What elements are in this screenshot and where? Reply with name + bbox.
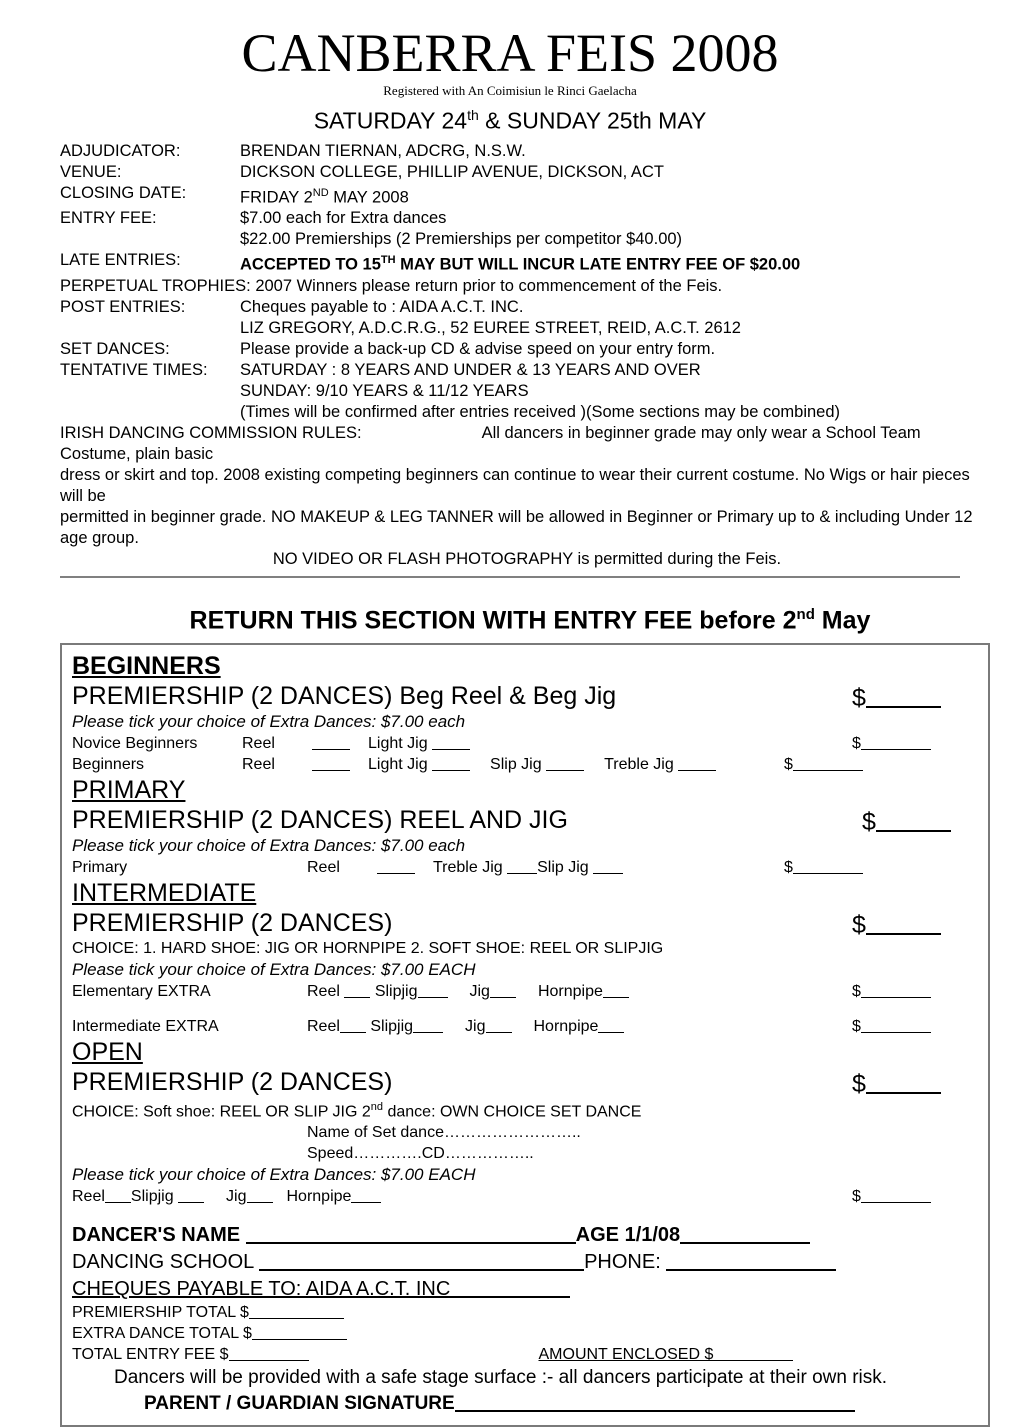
primary-section-header-row <box>72 775 988 805</box>
dance-blank-light-jig[interactable] <box>432 755 470 771</box>
set-dances-value: Please provide a back-up CD & advise speed on your entry form. <box>240 339 716 358</box>
dance-blank-reel[interactable] <box>340 1017 366 1033</box>
dance-label-light-jig: Light Jig <box>368 755 428 773</box>
intermediate-tick-note: Please tick your choice of Extra Dances: $7.00 EACH <box>72 959 476 979</box>
return-banner-post: May <box>814 605 871 634</box>
primary-extra-amount <box>784 857 863 878</box>
beginners-premiership-amount <box>852 681 941 713</box>
phone-input[interactable] <box>666 1248 836 1271</box>
dance-label-jig: Jig <box>226 1188 247 1206</box>
grade-heading-beginners: BEGINNERS <box>72 651 221 680</box>
total-entry-fee-label: TOTAL ENTRY FEE $ <box>72 1346 229 1364</box>
beginners-row-beginners <box>72 754 988 775</box>
late-pre: ACCEPTED TO 15 <box>240 255 381 274</box>
document-page <box>0 23 1020 1415</box>
dance-blank-hornpipe[interactable] <box>598 1017 624 1033</box>
info-row-adjudicator <box>60 141 994 162</box>
primary-premiership-amount <box>862 805 951 837</box>
open-section-header-row <box>72 1037 988 1067</box>
info-row-entry-fee-2 <box>60 229 994 250</box>
open-premiership-row <box>72 1067 988 1097</box>
open-set-dance-name-line[interactable]: Name of Set dance…………………….. <box>307 1124 581 1142</box>
dance-label-light-jig: Light Jig <box>368 734 428 752</box>
closing-ordinal: ND <box>312 186 329 199</box>
event-info-block <box>0 141 1020 423</box>
dance-blank-slipjig[interactable] <box>178 1187 204 1203</box>
row-spacer <box>72 1002 988 1016</box>
rules-label: IRISH DANCING COMMISSION RULES: <box>60 423 362 442</box>
extra-dance-total-label: EXTRA DANCE TOTAL $ <box>72 1325 252 1343</box>
dollar-sign: $ <box>862 807 876 836</box>
dancing-school-label: DANCING SCHOOL <box>72 1251 254 1274</box>
phone-label: PHONE: <box>584 1251 661 1274</box>
signature-label: PARENT / GUARDIAN SIGNATURE <box>144 1393 455 1415</box>
identity-spacer <box>72 1207 988 1221</box>
amount-blank[interactable] <box>866 1067 941 1094</box>
dance-blank-slipjig[interactable] <box>418 982 448 998</box>
event-dateline <box>0 101 1020 135</box>
dancing-school-input[interactable] <box>259 1248 584 1271</box>
dance-label-hornpipe: Hornpipe <box>533 1017 599 1035</box>
commission-rules-block <box>0 423 1020 570</box>
intermediate-premiership-row <box>72 908 988 938</box>
dance-blank-reel[interactable] <box>312 755 350 771</box>
info-row-late-entries <box>60 250 994 276</box>
tentative-times-sunday: SUNDAY: 9/10 YEARS & 11/12 YEARS <box>240 381 529 400</box>
total-entry-fee-input[interactable] <box>229 1345 309 1361</box>
late-post: MAY BUT WILL INCUR LATE ENTRY FEE OF $20.00 <box>395 255 801 274</box>
venue-value: DICKSON COLLEGE, PHILLIP AVENUE, DICKSON, ACT <box>240 162 664 181</box>
closing-pre: FRIDAY 2 <box>240 188 313 207</box>
closing-date-value <box>240 183 409 209</box>
entry-form-box <box>60 643 990 1427</box>
primary-tick-note: Please tick your choice of Extra Dances: $7.00 each <box>72 835 466 855</box>
beginners-section-header-row <box>72 651 988 681</box>
trophies-text: 2007 Winners please return prior to commencement of the Feis. <box>255 276 723 295</box>
open-choice-post: dance: OWN CHOICE SET DANCE <box>383 1103 642 1121</box>
primary-premiership-row <box>72 805 988 835</box>
amount-blank[interactable] <box>861 982 931 998</box>
intermediate-extra-amount <box>852 1016 931 1037</box>
dollar-sign: $ <box>852 910 866 939</box>
intermediate-section-header-row <box>72 878 988 908</box>
info-row-closing-date <box>60 183 994 209</box>
primary-row <box>72 857 988 878</box>
amount-blank[interactable] <box>876 805 951 832</box>
premiership-total-input[interactable] <box>249 1303 344 1319</box>
intermediate-premiership-label: PREMIERSHIP (2 DANCES) <box>72 908 393 937</box>
safety-notice: Dancers will be provided with a safe stage surface :- all dancers participate at their own risk. <box>114 1367 888 1389</box>
open-premiership-amount <box>852 1067 941 1099</box>
dancing-school-row <box>72 1248 988 1275</box>
age-label: AGE 1/1/08 <box>575 1224 681 1247</box>
amount-blank[interactable] <box>866 908 941 935</box>
tentative-times-note: (Times will be confirmed after entries received )(Some sections may be combined) <box>240 402 841 421</box>
dollar-sign: $ <box>852 1017 861 1035</box>
dance-label-reel: Reel <box>307 1017 340 1035</box>
amount-blank[interactable] <box>793 858 863 874</box>
rules-line-1 <box>60 423 994 465</box>
dance-label-hornpipe: Hornpipe <box>286 1188 352 1206</box>
extra-dance-total-row <box>72 1323 988 1344</box>
elementary-extra-row <box>72 981 988 1002</box>
dance-label-jig: Jig <box>465 1017 486 1035</box>
primary-premiership-label: PREMIERSHIP (2 DANCES) REEL AND JIG <box>72 805 568 834</box>
dance-blank-slip-jig[interactable] <box>546 755 584 771</box>
age-input[interactable] <box>680 1221 810 1244</box>
cheques-blank[interactable] <box>450 1275 570 1298</box>
intermediate-premiership-amount <box>852 908 941 940</box>
dancer-name-row <box>72 1221 988 1248</box>
amount-enclosed-label: AMOUNT ENCLOSED $ <box>538 1346 714 1364</box>
dance-blank-jig[interactable] <box>247 1187 273 1203</box>
signature-input[interactable] <box>455 1390 855 1412</box>
premiership-total-label: PREMIERSHIP TOTAL $ <box>72 1304 249 1322</box>
rules-text-1: All dancers in beginner grade may only wear a School Team Costume, plain basic <box>60 423 921 463</box>
info-row-set-dances <box>60 339 994 360</box>
dollar-sign: $ <box>784 858 793 876</box>
info-row-venue <box>60 162 994 183</box>
extra-dance-total-input[interactable] <box>252 1324 347 1340</box>
dollar-sign: $ <box>852 734 861 752</box>
dance-label-slipjig: Slipjig <box>130 1188 174 1206</box>
adjudicator-value: BRENDAN TIERNAN, ADCRG, N.S.W. <box>240 141 526 160</box>
post-entries-address: LIZ GREGORY, A.D.C.R.G., 52 EUREE STREET, REID, A.C.T. 2612 <box>240 318 741 337</box>
closing-post: MAY 2008 <box>328 188 409 207</box>
info-row-times-note <box>60 402 994 423</box>
amount-enclosed-input[interactable] <box>713 1345 793 1361</box>
dance-blank-reel[interactable] <box>344 982 370 998</box>
dance-blank-treble-jig[interactable] <box>507 858 537 874</box>
dance-blank-slip-jig[interactable] <box>593 858 623 874</box>
info-row-trophies <box>60 276 994 297</box>
return-banner-ordinal: nd <box>796 605 815 623</box>
entry-fee-label: ENTRY FEE: <box>60 209 157 228</box>
open-speed-cd-line[interactable]: Speed………….CD…………….. <box>307 1145 534 1163</box>
closing-date-label: CLOSING DATE: <box>60 183 187 202</box>
open-extra-amount <box>852 1186 931 1207</box>
dance-label-slip-jig: Slip Jig <box>537 858 589 876</box>
amount-blank[interactable] <box>861 1017 931 1033</box>
info-row-post-entries-2 <box>60 318 994 339</box>
dateline-post: & SUNDAY 25th MAY <box>478 107 707 134</box>
dance-blank-jig[interactable] <box>486 1017 512 1033</box>
dance-blank-slipjig[interactable] <box>413 1017 443 1033</box>
intermediate-extra-row <box>72 1016 988 1037</box>
beginners-extra-amount <box>784 754 863 775</box>
dollar-sign: $ <box>852 683 866 712</box>
dance-label-slipjig: Slipjig <box>370 1017 414 1035</box>
dance-blank-reel[interactable] <box>105 1187 131 1203</box>
post-entries-label: POST ENTRIES: <box>60 297 186 316</box>
amount-blank[interactable] <box>793 755 863 771</box>
grade-heading-intermediate: INTERMEDIATE <box>72 878 257 907</box>
beginners-tick-note: Please tick your choice of Extra Dances: $7.00 each <box>72 711 466 731</box>
total-entry-fee-row <box>72 1344 988 1365</box>
beginners-premiership-row <box>72 681 988 711</box>
signature-row <box>72 1390 988 1417</box>
dance-label-reel: Reel <box>307 982 340 1000</box>
dollar-sign: $ <box>852 982 861 1000</box>
novice-beginners-amount <box>852 733 931 754</box>
row-label-elementary-extra: Elementary EXTRA <box>72 982 211 1000</box>
amount-blank[interactable] <box>861 734 931 750</box>
entry-fee-value-2: $22.00 Premierships (2 Premierships per competitor $40.00) <box>240 230 683 249</box>
dance-blank-hornpipe[interactable] <box>603 982 629 998</box>
dance-label-treble-jig: Treble Jig <box>604 755 674 773</box>
row-label-primary: Primary <box>72 858 128 876</box>
dollar-sign: $ <box>852 1069 866 1098</box>
tentative-times-saturday: SATURDAY : 8 YEARS AND UNDER & 13 YEARS AND OVER <box>240 360 701 379</box>
dancer-name-label: DANCER'S NAME <box>72 1224 241 1247</box>
tentative-times-label: TENTATIVE TIMES: <box>60 360 208 379</box>
beginners-premiership-label: PREMIERSHIP (2 DANCES) Beg Reel & Beg Jig <box>72 681 617 710</box>
dollar-sign: $ <box>784 755 793 773</box>
dance-label-slipjig: Slipjig <box>374 982 418 1000</box>
registered-subtitle: Registered with An Coimisiun le Rinci Gaelacha <box>383 83 637 98</box>
entry-fee-value: $7.00 each for Extra dances <box>240 209 447 228</box>
dance-label-reel: Reel <box>307 858 340 876</box>
dance-label-reel: Reel <box>72 1188 105 1206</box>
info-row-tentative-times <box>60 360 994 381</box>
dance-label-treble-jig: Treble Jig <box>433 858 503 876</box>
grade-heading-primary: PRIMARY <box>72 775 186 804</box>
page-title: CANBERRA FEIS 2008 <box>241 23 779 83</box>
dance-label-reel: Reel <box>242 734 275 752</box>
info-row-entry-fee <box>60 208 994 229</box>
return-section-banner <box>0 600 1020 635</box>
post-entries-value: Cheques payable to : AIDA A.C.T. INC. <box>240 297 524 316</box>
grade-heading-open: OPEN <box>72 1037 143 1066</box>
cheques-payable-label: CHEQUES PAYABLE TO: AIDA A.C.T. INC <box>72 1278 451 1301</box>
row-label-intermediate-extra: Intermediate EXTRA <box>72 1017 219 1035</box>
trophies-label: PERPETUAL TROPHIES: <box>60 276 251 295</box>
cheques-payable-row <box>72 1275 988 1302</box>
late-entries-value <box>240 250 800 276</box>
dance-blank-reel[interactable] <box>377 858 415 874</box>
dance-blank-light-jig[interactable] <box>432 734 470 750</box>
dance-blank-jig[interactable] <box>490 982 516 998</box>
dance-label-hornpipe: Hornpipe <box>537 982 603 1000</box>
open-choice-note <box>72 1097 988 1122</box>
venue-label: VENUE: <box>60 162 122 181</box>
dance-label-slip-jig: Slip Jig <box>490 755 542 773</box>
dollar-sign: $ <box>852 1188 861 1206</box>
amount-blank[interactable] <box>861 1187 931 1203</box>
rules-line-2: dress or skirt and top. 2008 existing competing beginners can continue to wear their current costume. No Wigs or hair pieces will be <box>60 465 970 505</box>
open-choice-pre: CHOICE: Soft shoe: REEL OR SLIP JIG 2 <box>72 1103 371 1121</box>
section-divider <box>60 576 960 578</box>
adjudicator-label: ADJUDICATOR: <box>60 141 181 160</box>
dancer-name-input[interactable] <box>246 1221 576 1244</box>
amount-blank[interactable] <box>866 681 941 708</box>
rules-line-3: permitted in beginner grade. NO MAKEUP & LEG TANNER will be allowed in Beginner or Primary up to & including Under 12 age group. <box>60 507 973 547</box>
open-tick-note: Please tick your choice of Extra Dances: $7.00 EACH <box>72 1165 476 1185</box>
late-ordinal: TH <box>380 254 396 267</box>
row-label-beginners: Beginners <box>72 755 145 773</box>
open-premiership-label: PREMIERSHIP (2 DANCES) <box>72 1067 393 1096</box>
dance-blank-treble-jig[interactable] <box>678 755 716 771</box>
rules-line-4: NO VIDEO OR FLASH PHOTOGRAPHY is permitted during the Feis. <box>272 549 782 568</box>
dance-blank-hornpipe[interactable] <box>351 1187 381 1203</box>
row-label-novice-beginners: Novice Beginners <box>72 734 198 752</box>
dance-label-reel: Reel <box>242 755 275 773</box>
elementary-extra-amount <box>852 981 931 1002</box>
info-row-post-entries <box>60 297 994 318</box>
late-entries-label: LATE ENTRIES: <box>60 251 181 270</box>
open-extra-row <box>72 1186 988 1207</box>
set-dances-label: SET DANCES: <box>60 339 170 358</box>
premiership-total-row <box>72 1302 988 1323</box>
open-choice-ordinal: nd <box>370 1100 384 1113</box>
beginners-row-novice <box>72 733 988 754</box>
dateline-ordinal: th <box>467 107 479 123</box>
return-banner-pre: RETURN THIS SECTION WITH ENTRY FEE before 2 <box>189 605 797 634</box>
info-row-tentative-times-sunday <box>60 381 994 402</box>
intermediate-choice-note: CHOICE: 1. HARD SHOE: JIG OR HORNPIPE 2. SOFT SHOE: REEL OR SLIPJIG <box>72 939 664 957</box>
dance-blank-reel[interactable] <box>312 734 350 750</box>
dance-label-jig: Jig <box>469 982 490 1000</box>
dateline-pre: SATURDAY 24 <box>313 107 468 134</box>
